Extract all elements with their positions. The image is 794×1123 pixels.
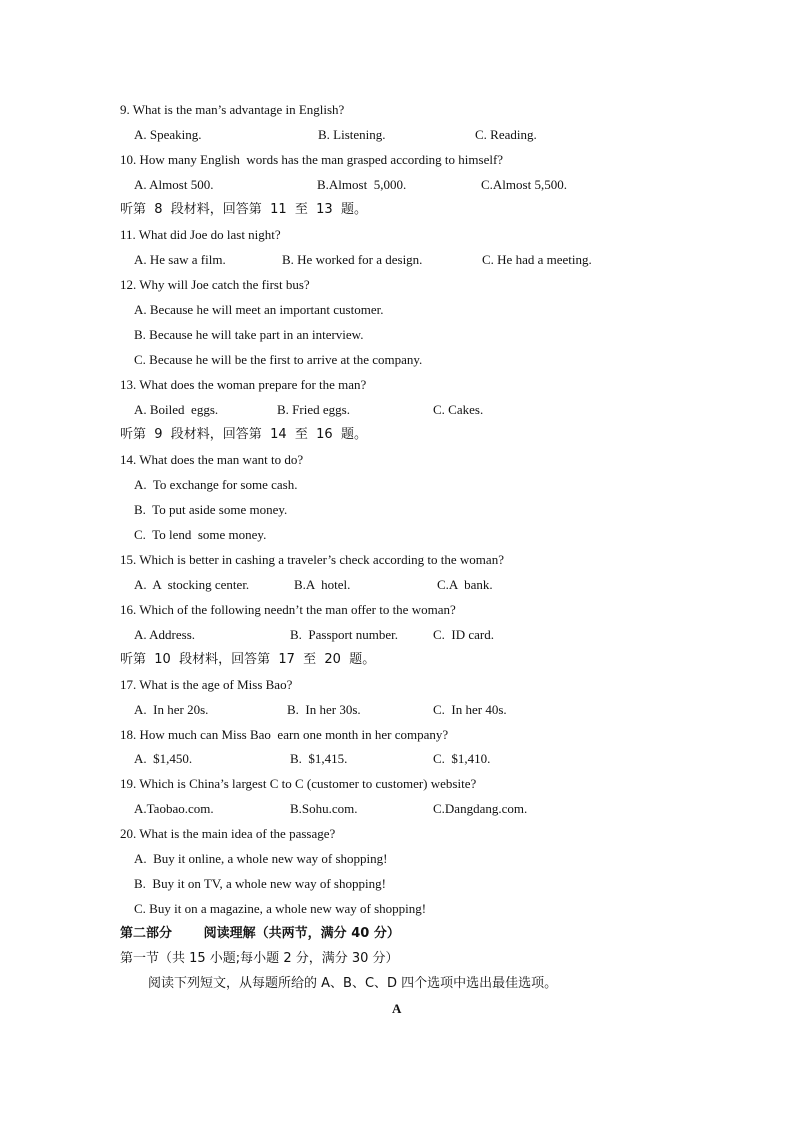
answer-option: B. $1,415.	[290, 751, 348, 767]
answer-option: A. In her 20s.	[134, 701, 209, 717]
answer-option: A. Buy it online, a whole new way of shopping!	[134, 851, 388, 867]
answer-option: C.Dangdang.com.	[433, 801, 528, 817]
answer-option: B. Because he will take part in an interview.	[134, 326, 364, 342]
answer-option: C. Cakes.	[433, 401, 484, 417]
answer-option: B. To put aside some money.	[134, 501, 288, 517]
question-text: 15. Which is better in cashing a traveler’s check according to the woman?	[120, 551, 504, 567]
instruction-line: 听第 9 段材料，回答第 14 至 16 题。	[120, 426, 367, 442]
answer-option: A.Taobao.com.	[134, 801, 214, 817]
answer-option: C. Buy it on a magazine, a whole new way of shopping!	[134, 901, 427, 917]
answer-option: A. To exchange for some cash.	[134, 476, 298, 492]
answer-option: C.A bank.	[437, 576, 493, 592]
answer-option: C. He had a meeting.	[482, 251, 592, 267]
answer-option: B.A hotel.	[294, 576, 351, 592]
question-text: 12. Why will Joe catch the first bus?	[120, 276, 310, 292]
answer-option: C. Reading.	[475, 126, 537, 142]
answer-option: B.Sohu.com.	[290, 801, 358, 817]
question-text: 14. What does the man want to do?	[120, 451, 304, 467]
answer-option: A. $1,450.	[134, 751, 193, 767]
answer-option: A. Boiled eggs.	[134, 401, 219, 417]
instruction-line: 听第 8 段材料，回答第 11 至 13 题。	[120, 201, 367, 217]
answer-option: B. Listening.	[318, 126, 386, 142]
answer-option: C. To lend some money.	[134, 526, 267, 542]
question-text: 11. What did Joe do last night?	[120, 226, 281, 242]
answer-option: B. Passport number.	[290, 626, 398, 642]
answer-option: A. Speaking.	[134, 126, 202, 142]
answer-option: C. Because he will be the first to arrive at the company.	[134, 351, 423, 367]
answer-option: B. He worked for a design.	[282, 251, 423, 267]
question-text: 17. What is the age of Miss Bao?	[120, 676, 293, 692]
question-text: 18. How much can Miss Bao earn one month in her company?	[120, 726, 449, 742]
question-text: 9. What is the man’s advantage in English?	[120, 102, 345, 117]
answer-option: A. A stocking center.	[134, 576, 250, 592]
answer-option: C. $1,410.	[433, 751, 491, 767]
passage-label: A	[392, 1001, 402, 1017]
instruction-line: 第一节（共 15 小题;每小题 2 分，满分 30 分）	[120, 951, 399, 967]
section-heading: 第二部分 阅读理解（共两节，满分 40 分）	[120, 926, 400, 942]
answer-option: A. Address.	[134, 626, 196, 642]
answer-option: C.Almost 5,500.	[481, 176, 567, 192]
answer-option: A. Because he will meet an important customer.	[134, 301, 384, 317]
question-text: 19. Which is China’s largest C to C (customer to customer) website?	[120, 776, 477, 792]
question-text: 20. What is the main idea of the passage?	[120, 826, 336, 842]
answer-option: C. ID card.	[433, 626, 495, 642]
answer-option: A. He saw a film.	[134, 251, 226, 267]
answer-option: B. Fried eggs.	[277, 401, 350, 417]
question-text: 10. How many English words has the man grasped according to himself?	[120, 151, 504, 167]
answer-option: C. In her 40s.	[433, 701, 507, 717]
answer-option: B.Almost 5,000.	[317, 176, 407, 192]
instruction-line: 阅读下列短文，从每题所给的 A、B、C、D 四个选项中选出最佳选项。	[148, 976, 558, 992]
question-text: 13. What does the woman prepare for the man?	[120, 376, 367, 392]
answer-option: B. In her 30s.	[287, 701, 361, 717]
question-text: 16. Which of the following needn’t the man offer to the woman?	[120, 601, 456, 617]
answer-option: A. Almost 500.	[134, 176, 214, 192]
instruction-line: 听第 10 段材料，回答第 17 至 20 题。	[120, 651, 376, 667]
answer-option: B. Buy it on TV, a whole new way of shopping!	[134, 876, 386, 892]
